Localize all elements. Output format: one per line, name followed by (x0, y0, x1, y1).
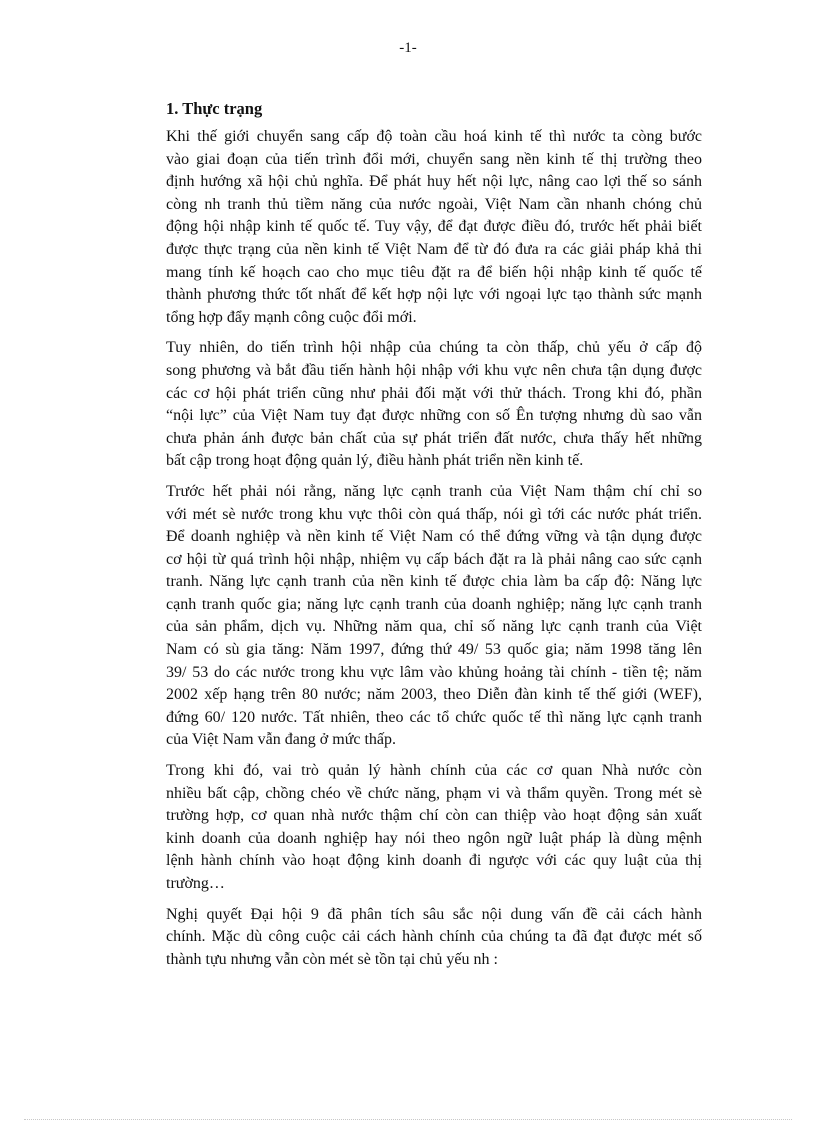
paragraph-line: thành tựu nhưng vẫn còn mét sè tồn tại chủ yếu nh : (166, 950, 498, 968)
paragraph-line: Nam có sù gia tăng: Năm 1997, đứng thứ 49/ 53 quốc gia; năm 1998 tăng lên (166, 641, 702, 659)
paragraph-line: đứng 60/ 120 nước. Tất nhiên, theo các tổ chức quốc tế thì năng lực cạnh tranh (166, 708, 702, 726)
paragraph-line: Khi thế giới chuyển sang cấp độ toàn cầu hoá kinh tế thì nước ta còng bước (166, 128, 702, 145)
paragraph-5 (166, 904, 702, 972)
page-number: -1- (399, 40, 417, 56)
paragraph-line: nhiều bất cập, chồng chéo về chức năng, phạm vi và thẩm quyền. Trong mét sè (166, 784, 702, 802)
paragraph-3 (166, 481, 702, 752)
paragraph-line: kinh doanh của doanh nghiệp hay nói theo ngôn ngữ luật pháp là dùng mệnh (166, 829, 702, 847)
paragraph-line: tranh. Năng lực cạnh tranh của nền kinh tế được chia làm ba cấp độ: Năng lực (166, 573, 702, 591)
paragraph-line: 39/ 53 do các nước trong khu vực lâm vào khủng hoảng tài chính - tiền tệ; năm (166, 663, 702, 681)
page-bottom-rule (24, 1119, 792, 1120)
paragraph-line: vào giai đoạn của tiến trình đổi mới, chuyển sang nền kinh tế thị trường theo (166, 150, 702, 168)
paragraph-line: được thực trạng của nền kinh tế Việt Nam để từ đó đưa ra các giải pháp khả thi (166, 240, 702, 258)
paragraph-line: lệnh hành chính vào hoạt động kinh doanh đi ngược với các quy luật của thị (166, 852, 702, 870)
paragraph-4 (166, 760, 702, 896)
paragraph-line: Trước hết phải nói rằng, năng lực cạnh tranh của Việt Nam thậm chí chỉ so (166, 482, 702, 500)
paragraph-line: định hướng xã hội chủ nghĩa. Để phát huy hết nội lực, nâng cao lợi thế so sánh (166, 173, 702, 191)
paragraph-line: động hội nhập kinh tế quốc tế. Tuy vậy, để đạt được điều đó, trước hết phải biết (166, 218, 702, 236)
paragraph-line: của sản phẩm, dịch vụ. Những năm qua, chỉ số năng lực cạnh tranh của Việt (166, 618, 702, 636)
paragraph-line: thành phương thức tốt nhất để kết hợp nội lực với ngoại lực tạo thành sức mạnh (166, 286, 702, 304)
paragraph-line: Trong khi đó, vai trò quản lý hành chính của các cơ quan Nhà nước còn (166, 762, 702, 780)
section-heading: 1. Thực trạng (166, 99, 263, 118)
paragraph-line: Để doanh nghiệp và nền kinh tế Việt Nam có thể đứng vững và tận dụng được (166, 528, 702, 546)
paragraph-line: Nghị quyết Đại hội 9 đã phân tích sâu sắc nội dung vấn đề cải cách hành (166, 905, 702, 923)
paragraph-line: “nội lực” của Việt Nam tuy đạt được những con số Ên tượng nhưng dù sao vẫn (166, 407, 702, 425)
paragraph-line: cạnh tranh quốc gia; năng lực cạnh tranh của doanh nghiệp; năng lực cạnh tranh (166, 595, 702, 613)
paragraph-line: còng nh tranh thủ tiềm năng của nước ngoài, Việt Nam cần nhanh chóng chủ (166, 195, 702, 213)
paragraph-line: của Việt Nam vẫn đang ở mức thấp. (166, 731, 397, 749)
paragraph-line: với mét sè nước trong khu vực thôi còn quá thấp, nói gì tới các nước phát triển. (166, 505, 702, 523)
paragraph-line: chính. Mặc dù công cuộc cải cách hành chính của chúng ta đã đạt được mét số (166, 928, 702, 946)
paragraph-line: 2002 xếp hạng trên 80 nước; năm 2003, theo Diễn đàn kinh tế thế giới (WEF), (166, 686, 702, 704)
paragraph-line: Tuy nhiên, do tiến trình hội nhập của chúng ta còn thấp, chủ yếu ở cấp độ (166, 339, 702, 357)
paragraph-line: bất cập trong hoạt động quản lý, điều hành phát triển nền kinh tế. (166, 452, 584, 470)
paragraph-line: chưa phản ánh được bản chất của sự phát triển đất nước, chưa thấy hết những (166, 429, 702, 447)
paragraph-line: mang tính kế hoạch cao cho mục tiêu đặt ra để biến hội nhập kinh tế quốc tế (166, 263, 702, 281)
paragraph-line: trường… (166, 875, 225, 892)
paragraph-line: trường hợp, cơ quan nhà nước thậm chí còn can thiệp vào hoạt động sản xuất (166, 807, 702, 825)
paragraph-line: cơ hội từ quá trình hội nhập, nhiệm vụ cấp bách đặt ra là phải nâng cao sức cạnh (166, 550, 702, 568)
paragraph-line: song phương và bắt đầu tiến hành hội nhập với khu vực nên chưa tận dụng được (166, 361, 702, 379)
paragraph-line: tổng hợp đẩy mạnh công cuộc đổi mới. (166, 308, 417, 326)
paragraph-1 (166, 126, 702, 329)
paragraph-line: các cơ hội phát triển cũng như phải đối mặt với thử thách. Trong khi đó, phần (166, 384, 702, 402)
document-body (166, 98, 702, 979)
paragraph-2 (166, 337, 702, 473)
